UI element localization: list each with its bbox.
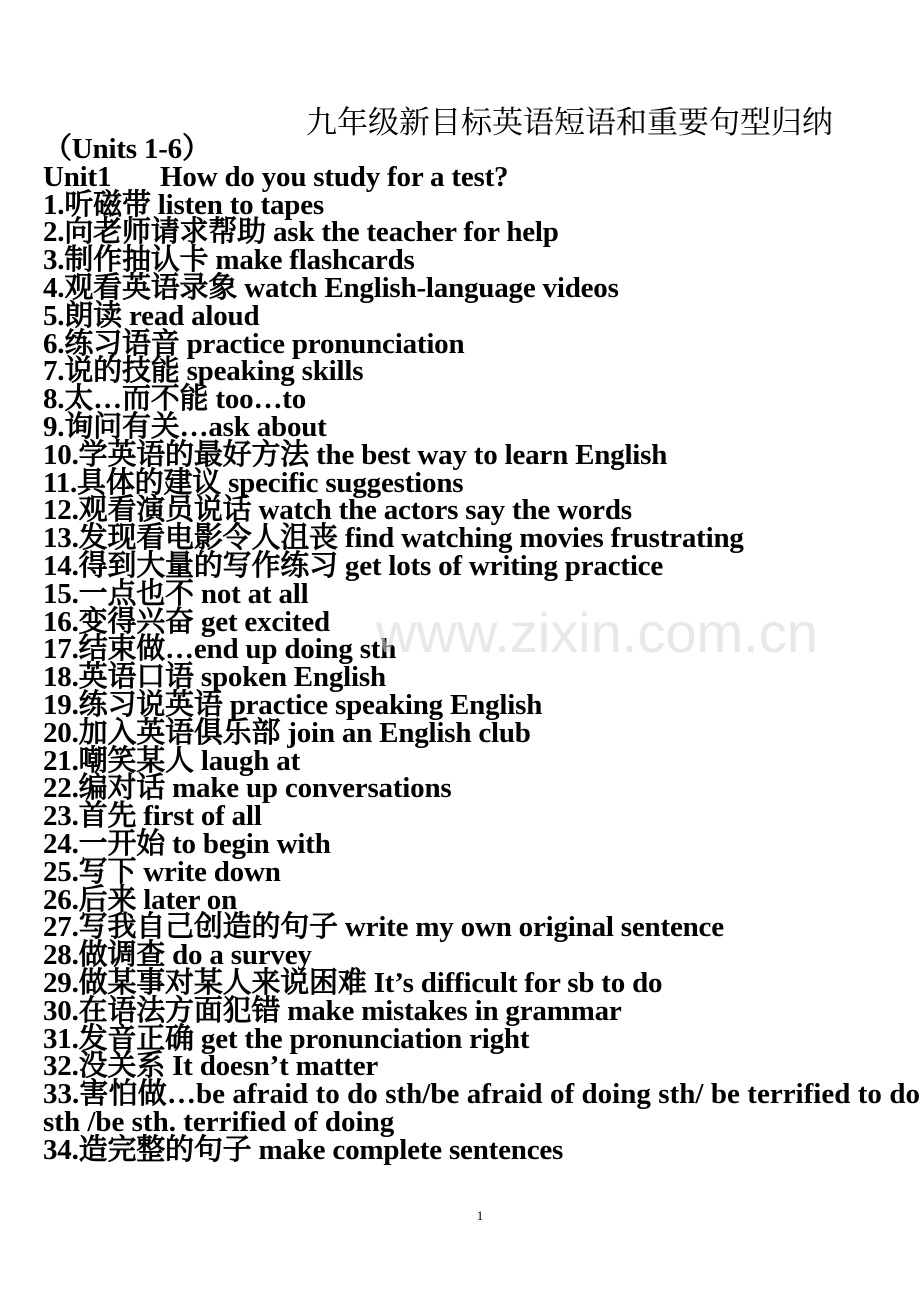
page-number: 1: [476, 1208, 484, 1223]
phrase-item: 1.听磁带 listen to tapes: [43, 188, 324, 221]
phrase-item: 4.观看英语录象 watch English-language videos: [43, 271, 619, 304]
units-range: （Units 1-6）: [43, 133, 211, 165]
phrase-item: 21.嘲笑某人 laugh at: [43, 744, 301, 777]
phrase-item: 34.造完整的句子 make complete sentences: [43, 1133, 564, 1166]
watermark: www.zixin.com.cn: [376, 601, 818, 664]
phrase-item: 30.在语法方面犯错 make mistakes in grammar: [43, 994, 622, 1027]
phrase-item: 6.练习语音 practice pronunciation: [43, 327, 465, 360]
phrase-item: 29.做某事对某人来说困难 It’s difficult for sb to do: [43, 966, 663, 999]
phrase-item: 26.后来 later on: [43, 883, 238, 916]
unit-question: How do you study for a test?: [160, 160, 509, 193]
document-title: 九年级新目标英语短语和重要句型归纳: [306, 105, 833, 141]
phrase-item: 2.向老师请求帮助 ask the teacher for help: [43, 216, 559, 249]
phrase-item: 16.变得兴奋 get excited: [43, 605, 330, 638]
phrase-item: 3.制作抽认卡 make flashcards: [43, 244, 415, 277]
phrase-item: 17.结束做…end up doing sth: [43, 633, 397, 666]
phrase-item: 15.一点也不 not at all: [43, 577, 309, 610]
phrase-item: 7.说的技能 speaking skills: [43, 355, 364, 388]
phrase-item: 20.加入英语俱乐部 join an English club: [43, 716, 531, 749]
phrase-item: 22.编对话 make up conversations: [43, 772, 452, 805]
phrase-item: 18.英语口语 spoken English: [43, 661, 386, 694]
phrase-item: 13.发现看电影令人沮丧 find watching movies frustrating: [43, 522, 744, 555]
phrase-item: 25.写下 write down: [43, 855, 281, 888]
phrase-item: 31.发音正确 get the pronunciation right: [43, 1022, 530, 1055]
unit-label: Unit1: [43, 160, 112, 193]
phrase-item: 9.询问有关…ask about: [43, 410, 327, 443]
phrase-item: 32.没关系 It doesn’t matter: [43, 1050, 379, 1083]
phrase-item: 14.得到大量的写作练习 get lots of writing practice: [43, 549, 664, 582]
phrase-item: 33.害怕做…be afraid to do sth/be afraid of doing sth/ be terrified to do sth /be sth. terrified of doing: [43, 1078, 920, 1138]
phrase-item: 12.观看演员说话 watch the actors say the words: [43, 494, 632, 527]
phrase-item: 10.学英语的最好方法 the best way to learn English: [43, 438, 668, 471]
unit-heading: [43, 160, 920, 193]
phrase-item: 27.写我自己创造的句子 write my own original sentence: [43, 911, 724, 944]
phrase-item: 11.具体的建议 specific suggestions: [43, 466, 464, 499]
phrase-item: 8.太…而不能 too…to: [43, 383, 307, 416]
phrase-item: 19.练习说英语 practice speaking English: [43, 688, 543, 721]
phrase-item: 23.首先 first of all: [43, 800, 262, 833]
phrase-item: 5.朗读 read aloud: [43, 299, 260, 332]
phrase-item: 24.一开始 to begin with: [43, 827, 331, 860]
phrase-item: 28.做调查 do a survey: [43, 939, 312, 972]
